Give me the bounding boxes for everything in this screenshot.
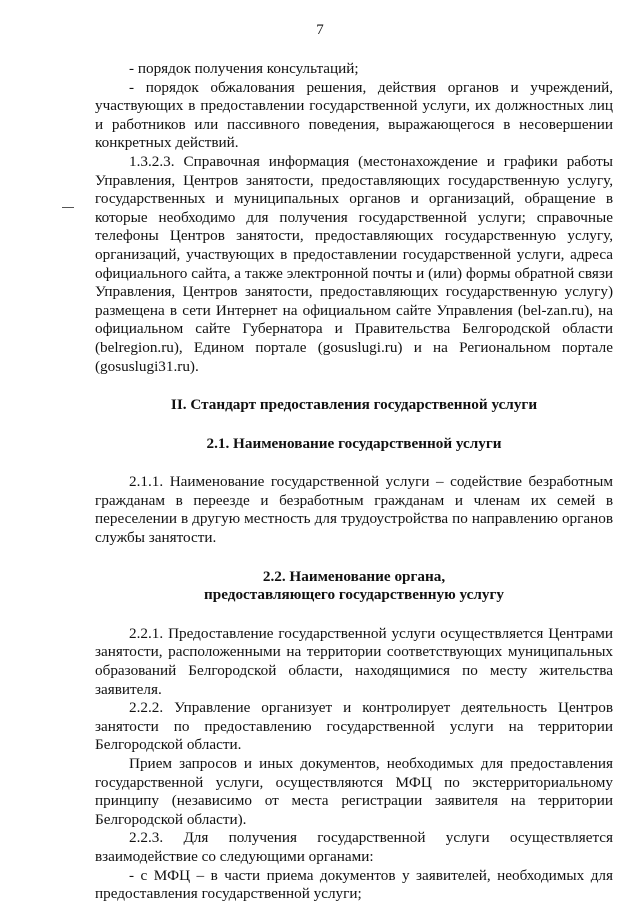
paragraph-consultation-order: - порядок получения консультаций; <box>129 60 359 77</box>
paragraph-1-3-2-3: 1.3.2.3. Справочная информация (местонахождение и графики работы Управления, Центров занятости, предоставляющих государственную услугу, государственных и муниципальных органов и организаций, обращение в которые необходимо для получения государственной услуги; справочные телефоны Центров занятости, предоставляющих государственную услугу, организаций, участвующих в предоставлении государственной услуги, адреса официального сайта, а также электронной почты и (или) формы обратной связи Управления, Центров занятости, предоставляющих государственную услугу) размещена в сети Интернет на официальном сайте Управления (bel-zan.ru), на официальном сайте Губернатора и Правительства Белгородской области (belregion.ru), Едином портале (gosuslugi.ru) и на Региональном портале (gosuslugi31.ru). <box>95 152 613 375</box>
section-2-heading: II. Стандарт предоставления государственной услуги <box>170 396 538 414</box>
heading-2-1: 2.1. Наименование государственной услуги <box>206 434 502 452</box>
heading-2-2-line-1: 2.2. Наименование органа, <box>262 567 446 585</box>
paragraph-2-2-3: 2.2.3. Для получения государственной услуги осуществляется взаимодействие со следующими органами: <box>95 829 613 865</box>
paragraph-2-1-1: 2.1.1. Наименование государственной услуги – содействие безработным гражданам в переезде и безработным гражданам и членам их семей в переселении в другую местность для трудоустройства по направлению органов службы занятости. <box>95 473 613 547</box>
paragraph-2-2-2: 2.2.2. Управление организует и контролирует деятельность Центров занятости по предоставлению государственной услуги на территории Белгородской области. <box>95 699 613 754</box>
paragraph-mfc-reception: Прием запросов и иных документов, необходимых для предоставления государственной услуги, осуществляются МФЦ по экстерриториальному принципу (независимо от места регистрации заявителя на территории Белгородской области). <box>95 755 613 828</box>
document-body <box>95 60 613 904</box>
paragraph-2-2-1: 2.2.1. Предоставление государственной услуги осуществляется Центрами занятости, расположенными на территории соответствующих муниципальных образований Белгородской области, находящимися по месту жительства заявителя. <box>95 624 613 698</box>
margin-mark <box>62 207 74 208</box>
page-number: 7 <box>316 22 324 38</box>
paragraph-appeal-order: - порядок обжалования решения, действия органов и учреждений, участвующих в предоставлении государственной услуги, их должностных лиц и работников или пассивного поведения, выражающегося в несовершении конкретных действий. <box>95 78 613 152</box>
heading-2-2-line-2: предоставляющего государственную услугу <box>204 586 504 604</box>
paragraph-mfc-interaction: - с МФЦ – в части приема документов у заявителей, необходимых для предоставления государственной услуги; <box>95 866 613 903</box>
